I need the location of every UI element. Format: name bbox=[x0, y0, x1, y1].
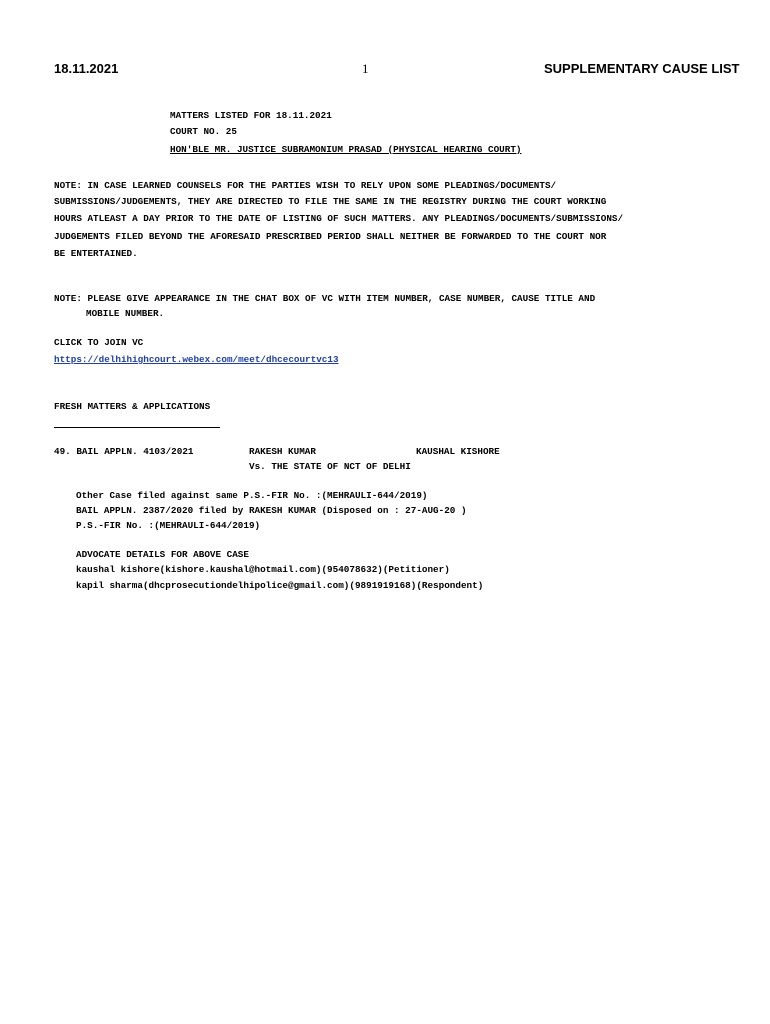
advocate-heading: ADVOCATE DETAILS FOR ABOVE CASE bbox=[76, 549, 249, 560]
header-date: 18.11.2021 bbox=[54, 61, 119, 76]
other-case-line: P.S.-FIR No. :(MEHRAULI-644/2019) bbox=[76, 520, 261, 531]
note1-line: NOTE: IN CASE LEARNED COUNSELS FOR THE PARTIES WISH TO RELY UPON SOME PLEADINGS/DOCUMENTS/ bbox=[54, 180, 557, 191]
note1-line: JUDGEMENTS FILED BEYOND THE AFORESAID PRESCRIBED PERIOD SHALL NEITHER BE FORWARDED TO THE COURT NOR bbox=[54, 231, 607, 242]
advocate-line: kapil sharma(dhcprosecutiondelhipolice@gmail.com)(9891919168)(Respondent) bbox=[76, 580, 484, 591]
page-number: 1 bbox=[362, 61, 369, 76]
note1-line: SUBMISSIONS/JUDGEMENTS, THEY ARE DIRECTED TO FILE THE SAME IN THE REGISTRY DURING THE COURT WORKING bbox=[54, 196, 607, 207]
note2-line: NOTE: PLEASE GIVE APPEARANCE IN THE CHAT BOX OF VC WITH ITEM NUMBER, CASE NUMBER, CAUSE TITLE AND bbox=[54, 293, 596, 304]
section-rule bbox=[54, 427, 220, 428]
section-title: FRESH MATTERS & APPLICATIONS bbox=[54, 401, 211, 412]
other-case-line: Other Case filed against same P.S.-FIR No. :(MEHRAULI-644/2019) bbox=[76, 490, 428, 501]
join-vc-link[interactable]: https://delhihighcourt.webex.com/meet/dhcecourtvc13 bbox=[54, 354, 339, 365]
note1-line: BE ENTERTAINED. bbox=[54, 248, 138, 259]
advocate-line: kaushal kishore(kishore.kaushal@hotmail.com)(954078632)(Petitioner) bbox=[76, 564, 450, 575]
other-case-line: BAIL APPLN. 2387/2020 filed by RAKESH KUMAR (Disposed on : 27-AUG-20 ) bbox=[76, 505, 467, 516]
matters-listed-line: MATTERS LISTED FOR 18.11.2021 bbox=[170, 110, 332, 121]
court-number-line: COURT NO. 25 bbox=[170, 126, 237, 137]
respondent-name: Vs. THE STATE OF NCT OF DELHI bbox=[249, 461, 411, 472]
petitioner-counsel: KAUSHAL KISHORE bbox=[416, 446, 500, 457]
note1-line: HOURS ATLEAST A DAY PRIOR TO THE DATE OF LISTING OF SUCH MATTERS. ANY PLEADINGS/DOCUMENTS/SUBMISSIONS/ bbox=[54, 213, 624, 224]
join-vc-label: CLICK TO JOIN VC bbox=[54, 337, 144, 348]
petitioner-name: RAKESH KUMAR bbox=[249, 446, 316, 457]
bench-line: HON'BLE MR. JUSTICE SUBRAMONIUM PRASAD (PHYSICAL HEARING COURT) bbox=[170, 144, 522, 155]
cause-list-title: SUPPLEMENTARY CAUSE LIST bbox=[544, 61, 740, 76]
item-number-case: 49. BAIL APPLN. 4103/2021 bbox=[54, 446, 194, 457]
note2-line: MOBILE NUMBER. bbox=[86, 308, 165, 319]
